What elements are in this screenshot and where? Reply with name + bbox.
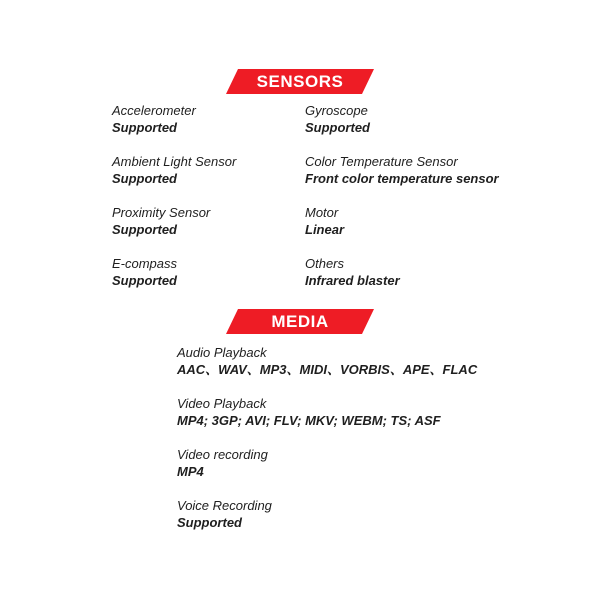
spec-label: Color Temperature Sensor — [305, 154, 458, 169]
spec-accelerometer — [112, 102, 196, 136]
spec-label: Voice Recording — [177, 498, 272, 513]
media-title: MEDIA — [271, 312, 329, 331]
spec-proximity-sensor — [112, 204, 210, 238]
spec-value: MP4; 3GP; AVI; FLV; MKV; WEBM; TS; ASF — [177, 413, 441, 428]
spec-value: Supported — [112, 120, 177, 135]
spec-video-recording — [177, 446, 268, 480]
spec-label: Video Playback — [177, 396, 267, 411]
spec-label: E-compass — [112, 256, 178, 271]
spec-value: MP4 — [177, 464, 204, 479]
spec-value: AAC、WAV、MP3、MIDI、VORBIS、APE、FLAC — [177, 362, 478, 377]
spec-label: Others — [305, 256, 345, 271]
spec-color-temperature-sensor — [305, 153, 499, 187]
spec-label: Proximity Sensor — [112, 205, 211, 220]
spec-value: Front color temperature sensor — [305, 171, 499, 186]
spec-video-playback — [177, 395, 441, 429]
spec-e-compass — [112, 255, 177, 289]
spec-voice-recording — [177, 497, 272, 531]
sensors-title: SENSORS — [256, 72, 344, 91]
spec-label: Ambient Light Sensor — [112, 154, 237, 169]
spec-label: Video recording — [177, 447, 268, 462]
spec-value: Supported — [112, 222, 177, 237]
media-section-banner — [226, 309, 374, 334]
spec-label: Accelerometer — [112, 103, 196, 118]
spec-value: Supported — [305, 120, 370, 135]
spec-gyroscope — [305, 102, 370, 136]
spec-label: Gyroscope — [305, 103, 368, 118]
spec-value: Supported — [112, 171, 177, 186]
spec-value: Linear — [305, 222, 345, 237]
spec-others — [305, 255, 400, 289]
spec-value: Infrared blaster — [305, 273, 400, 288]
spec-label: Audio Playback — [177, 345, 267, 360]
spec-audio-playback — [177, 344, 477, 378]
spec-value: Supported — [177, 515, 242, 530]
spec-value: Supported — [112, 273, 177, 288]
spec-motor — [305, 204, 344, 238]
spec-ambient-light-sensor — [112, 153, 236, 187]
sensors-section-banner — [226, 69, 374, 94]
spec-label: Motor — [305, 205, 339, 220]
